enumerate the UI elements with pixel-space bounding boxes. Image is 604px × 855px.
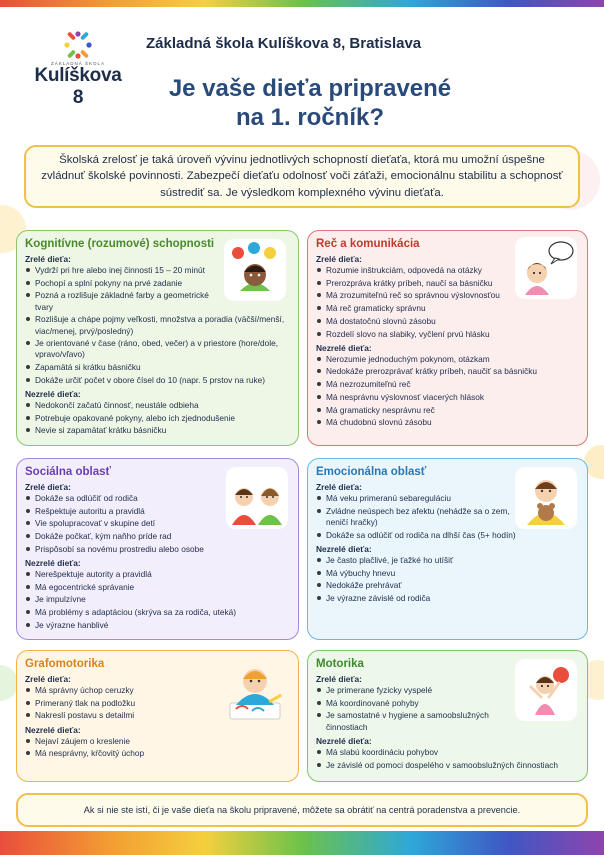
list-item: Rešpektuje autoritu a pravidlá [25,506,225,517]
intro-box [24,145,580,208]
section-title: Reč a komunikácia [316,238,420,250]
ready-list [316,265,516,340]
school-name: Základná škola Kulíškova 8, Bratislava [146,35,422,52]
ready-heading: Zrelé dieťa: [316,254,362,264]
ready-list [25,685,220,722]
logo-caption: ZÁKLADNÁ ŠKOLA [50,61,105,66]
logo-name: Kulíškova 8 [34,65,122,108]
section-speech [307,230,588,446]
kid-thinking-illustration [224,239,286,301]
girl-talking-illustration [515,237,577,299]
list-item: Má nesprávny, kŕčovitý úchop [25,748,220,759]
list-item: Dokáže určiť počet v obore čísel do 10 (napr. 5 prstov na ruke) [25,375,290,386]
section-graphomotor [16,650,299,782]
page-title-line-1: Je vaše dieťa pripravené [168,75,452,102]
section-title: Grafomotorika [25,658,105,670]
list-item: Rozdelí slovo na slabiky, vyčlení prvú hlásku [316,329,516,340]
unready-list [25,400,290,437]
unready-list [25,736,220,760]
ready-heading: Zrelé dieťa: [25,254,71,264]
list-item: Dokáže sa odlúčiť od rodiča na dlhší čas (5+ hodín) [316,530,516,541]
list-item: Má reč gramaticky správnu [316,303,516,314]
list-item: Je výrazne závislé od rodiča [316,593,579,604]
footer-note [16,793,588,827]
list-item: Má správny úchop ceruzky [25,685,220,696]
section-social [16,458,299,640]
list-item: Má slabú koordináciu pohybov [316,747,579,758]
list-item: Je často plačlivé, je ťažké ho utíšiť [316,555,579,566]
girl-speech-bubble-icon [515,237,577,299]
list-item: Má problémy s adaptáciou (skrýva sa za rodiča, uteká) [25,607,290,618]
unready-list [316,354,579,429]
kid-drawing-icon [222,659,288,725]
list-item: Pozná a rozlišuje základné farby a geometrické tvary [25,290,215,312]
unready-heading: Nezrelé dieťa: [316,543,372,554]
list-item: Dokáže sa odlúčiť od rodiča [25,493,225,504]
list-item: Je impulzívne [25,594,290,605]
list-item: Nakreslí postavu s detailmi [25,710,220,721]
list-item: Nerešpektuje autority a pravidlá [25,569,290,580]
list-item: Je závislé od pomoci dospelého v samoobslužných činnostiach [316,760,579,771]
kid-teddy-icon [515,467,577,529]
section-title: Motorika [316,658,364,670]
list-item: Rozlišuje a chápe pojmy veľkosti, množstva a poradia (väčší/menší, viac/menej, prvý/posledný) [25,314,290,336]
list-item: Nerozumie jednoduchým pokynom, otázkam [316,354,579,365]
list-item: Má veku primeranú sebareguláciu [316,493,516,504]
list-item: Nedokáže prehrávať [316,580,579,591]
list-item: Je primerane fyzicky vyspelé [316,685,511,696]
list-item: Má zrozumiteľnú reč so správnou výslovnosťou [316,290,516,301]
ready-list [316,493,516,541]
list-item: Má chudobnú slovnú zásobu [316,417,579,428]
section-title: Sociálna oblasť [25,466,112,478]
list-item: Nevie si zapamätať krátku básničku [25,425,290,436]
girl-ball-icon [515,659,577,721]
list-item: Nedokáže prerozprávať krátky príbeh, naučiť sa básničku [316,366,579,377]
list-item: Pochopí a splní pokyny na prvé zadanie [25,278,215,289]
list-item: Nedokončí začatú činnosť, neustále odbieha [25,400,290,411]
two-kids-illustration [226,467,288,529]
list-item: Je samostatné v hygiene a samoobslužných činnostiach [316,710,511,732]
list-item: Nejaví záujem o kreslenie [25,736,220,747]
kid-thinking-icon [224,239,286,301]
section-motor [307,650,588,782]
ready-list [316,685,511,733]
section-cognitive [16,230,299,446]
logo-pinwheel-icon [63,30,93,60]
list-item: Zvládne neúspech bez afektu (nehádže sa o zem, neničí hračky) [316,506,516,528]
section-title: Kognitívne (rozumové) schopnosti [25,238,215,250]
kid-drawing-illustration [222,659,288,725]
list-item: Má gramaticky nesprávnu reč [316,405,579,416]
intro-text: Školská zrelosť je taká úroveň vývinu jednotlivých schopností dieťaťa, ktorá mu umožní úspešne zvládnuť školské povinnosti. Zabezpečí dieťaťu odolnosť voči záťaži, emocionálnu stabilitu a schopnosť sústrediť sa. Je výsledkom komplexného vývinu dieťaťa. [41,153,563,199]
bottom-rainbow-stripe [0,831,604,855]
unready-heading: Nezrelé dieťa: [25,389,81,400]
list-item: Primeraný tlak na podložku [25,698,220,709]
list-item: Má výbuchy hnevu [316,568,579,579]
list-item: Má dostatočnú slovnú zásobu [316,316,516,327]
ready-list [25,493,225,555]
unready-list [316,555,579,604]
list-item: Má koordinované pohyby [316,698,511,709]
ready-heading: Zrelé dieťa: [25,674,71,684]
ready-heading: Zrelé dieťa: [316,482,362,492]
ready-heading: Zrelé dieťa: [316,674,362,684]
kid-with-teddy-illustration [515,467,577,529]
list-item: Má nesprávnu výslovnosť viacerých hlások [316,392,579,403]
unready-list [25,569,290,631]
list-item: Prispôsobí sa novému prostrediu alebo osobe [25,544,225,555]
unready-list [316,747,579,771]
unready-heading: Nezrelé dieťa: [25,558,81,569]
section-emotional [307,458,588,640]
page-title-line-2: na 1. ročník? [235,104,385,131]
list-item: Má nezrozumiteľnú reč [316,379,579,390]
list-item: Je orientované v čase (ráno, obed, večer) a v priestore (hore/dole, vpravo/vľavo) [25,338,290,360]
page-title [110,74,510,132]
girl-with-ball-illustration [515,659,577,721]
ready-list [25,265,215,313]
list-item: Má egocentrické správanie [25,582,290,593]
list-item: Rozumie inštrukciám, odpovedá na otázky [316,265,516,276]
list-item: Prerozpráva krátky príbeh, naučí sa básničku [316,278,516,289]
unready-heading: Nezrelé dieťa: [316,735,372,746]
unready-heading: Nezrelé dieťa: [25,724,81,735]
section-title: Emocionálna oblasť [316,466,427,478]
ready-list-cont [25,314,290,386]
list-item: Vie spolupracovať v skupine detí [25,518,225,529]
top-rainbow-stripe [0,0,604,7]
unready-heading: Nezrelé dieťa: [316,342,372,353]
footer-text: Ak si nie ste istí, či je vaše dieťa na školu pripravené, môžete sa obrátiť na centrá poradenstva a prevencie. [83,805,521,815]
list-item: Vydrží pri hre alebo inej činnosti 15 – 20 minút [25,265,215,276]
list-item: Zapamätá si krátku básničku [25,362,290,373]
list-item: Dokáže počkať, kým naňho príde rad [25,531,225,542]
two-kids-icon [226,467,288,529]
ready-heading: Zrelé dieťa: [25,482,71,492]
list-item: Potrebuje opakované pokyny, alebo ich zjednodušenie [25,413,290,424]
list-item: Je výrazne hanblivé [25,620,290,631]
